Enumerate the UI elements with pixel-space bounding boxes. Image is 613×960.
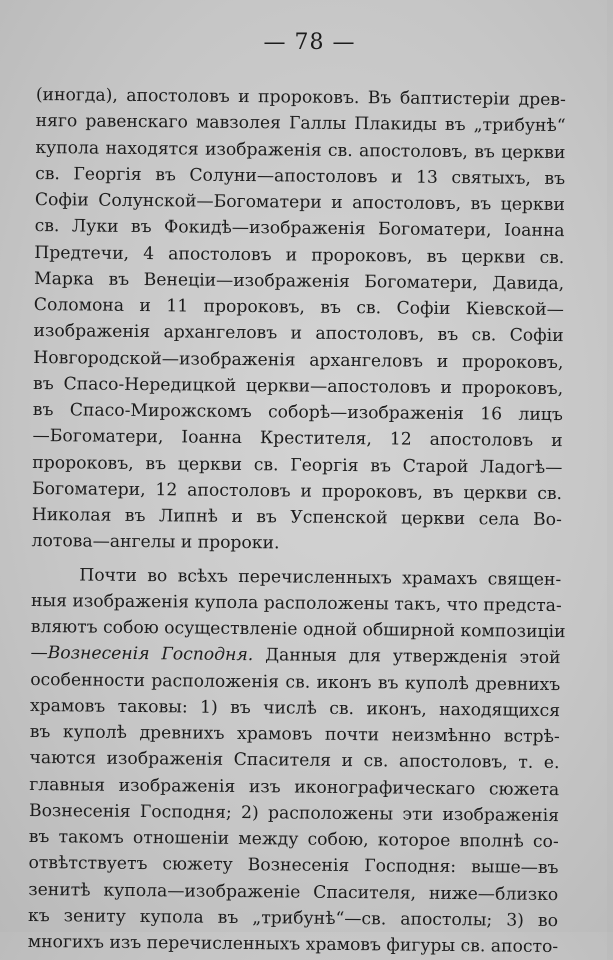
text-line: Богоматери, 12 апостоловъ и пророковъ, въ церкви св. — [31, 478, 563, 504]
text-line: отвѣтствуетъ сюжету Вознесенія Господня: выше—въ — [28, 853, 559, 879]
italic-phrase: —Вознесенія Господня. — [30, 643, 254, 666]
text-line: Предтечи, 4 апостоловъ и пророковъ, въ церкви св. — [34, 242, 565, 268]
text-line: пророковъ, въ церкви св. Георгія въ Старой Ладогѣ— — [32, 452, 563, 478]
text-line: вляютъ собою осуществленіе одной обширной композиціи — [30, 616, 566, 643]
text-line: къ зениту купола въ „трибунѣ“—св. апостолы; 3) во — [27, 905, 559, 931]
page-number: — 78 — — [263, 30, 356, 55]
text-line: главныя изображенія изъ иконографическаго сюжета — [29, 774, 560, 800]
text-line: въ Спасо-Нередицкой церкви—апостоловъ и пророковъ, — [33, 373, 564, 399]
text-line: въ куполѣ древнихъ храмовъ почти неизмѣнно встрѣ- — [29, 721, 560, 748]
text-fragment: Данныя для утвержденія этой — [253, 645, 561, 669]
text-line: Софіи Солунской—Богоматери и апостоловъ, въ церкви — [34, 189, 565, 216]
text-line: Марка въ Венеціи—изображенія Богоматери, Давида, — [34, 268, 565, 294]
text-line: —Богоматери, Іоанна Крестителя, 12 апостоловъ и — [32, 426, 563, 452]
text-line: Почти во всѣхъ перечисленныхъ храмахъ священ- — [79, 564, 562, 590]
text-line: купола находятся изображенія св. апостоловъ, въ церкви — [35, 137, 566, 163]
paragraph-2 — [27, 561, 566, 960]
text-line: Соломона и 11 пророковъ, въ св. Софіи Кіевской— — [33, 294, 564, 321]
text-line: въ такомъ отношеніи между собою, которое вполнѣ со- — [28, 826, 559, 853]
body-text — [28, 82, 566, 960]
paragraph-1 — [31, 82, 566, 560]
text-line: изображенія архангеловъ и апостоловъ, въ св. Софіи — [33, 321, 564, 347]
text-line: ныя изображенія купола расположены такъ, что предста- — [30, 590, 562, 616]
text-line: Новгородской—изображенія архангеловъ и пророковъ, — [33, 347, 564, 373]
text-line: зенитѣ купола—изображеніе Спасителя, ниже—близко — [28, 879, 559, 905]
text-line: св. Луки въ Фокидѣ—изображенія Богоматери, Іоанна — [34, 216, 565, 242]
text-line: (иногда), апостоловъ и пророковъ. Въ баптистеріи древ- — [35, 84, 566, 111]
text-line: Вознесенія Господня; 2) расположены эти изображенія — [28, 800, 560, 826]
text-line: няго равенскаго мавзолея Галлы Плакиды въ „трибунѣ“ — [35, 111, 566, 137]
text-line: многихъ изъ перечисленныхъ храмовъ фигуры св. апосто- — [27, 931, 559, 958]
text-line: лотова—ангелы и пророки. — [31, 531, 280, 554]
text-line: въ Спасо-Мирожскомъ соборѣ—изображенія 16 лицъ — [32, 399, 563, 426]
text-line: особенности расположенія св. иконъ въ куполѣ древнихъ — [30, 669, 561, 695]
text-line: св. Георгія въ Солуни—апостоловъ и 13 святыхъ, въ — [35, 163, 566, 189]
text-line: чаются изображенія Спасителя и св. апостоловъ, т. е. — [29, 748, 560, 774]
text-line: храмовъ таковы: 1) въ числѣ св. иконъ, находящихся — [29, 695, 561, 721]
text-line: Николая въ Липнѣ и въ Успенской церкви села Во- — [31, 504, 562, 531]
